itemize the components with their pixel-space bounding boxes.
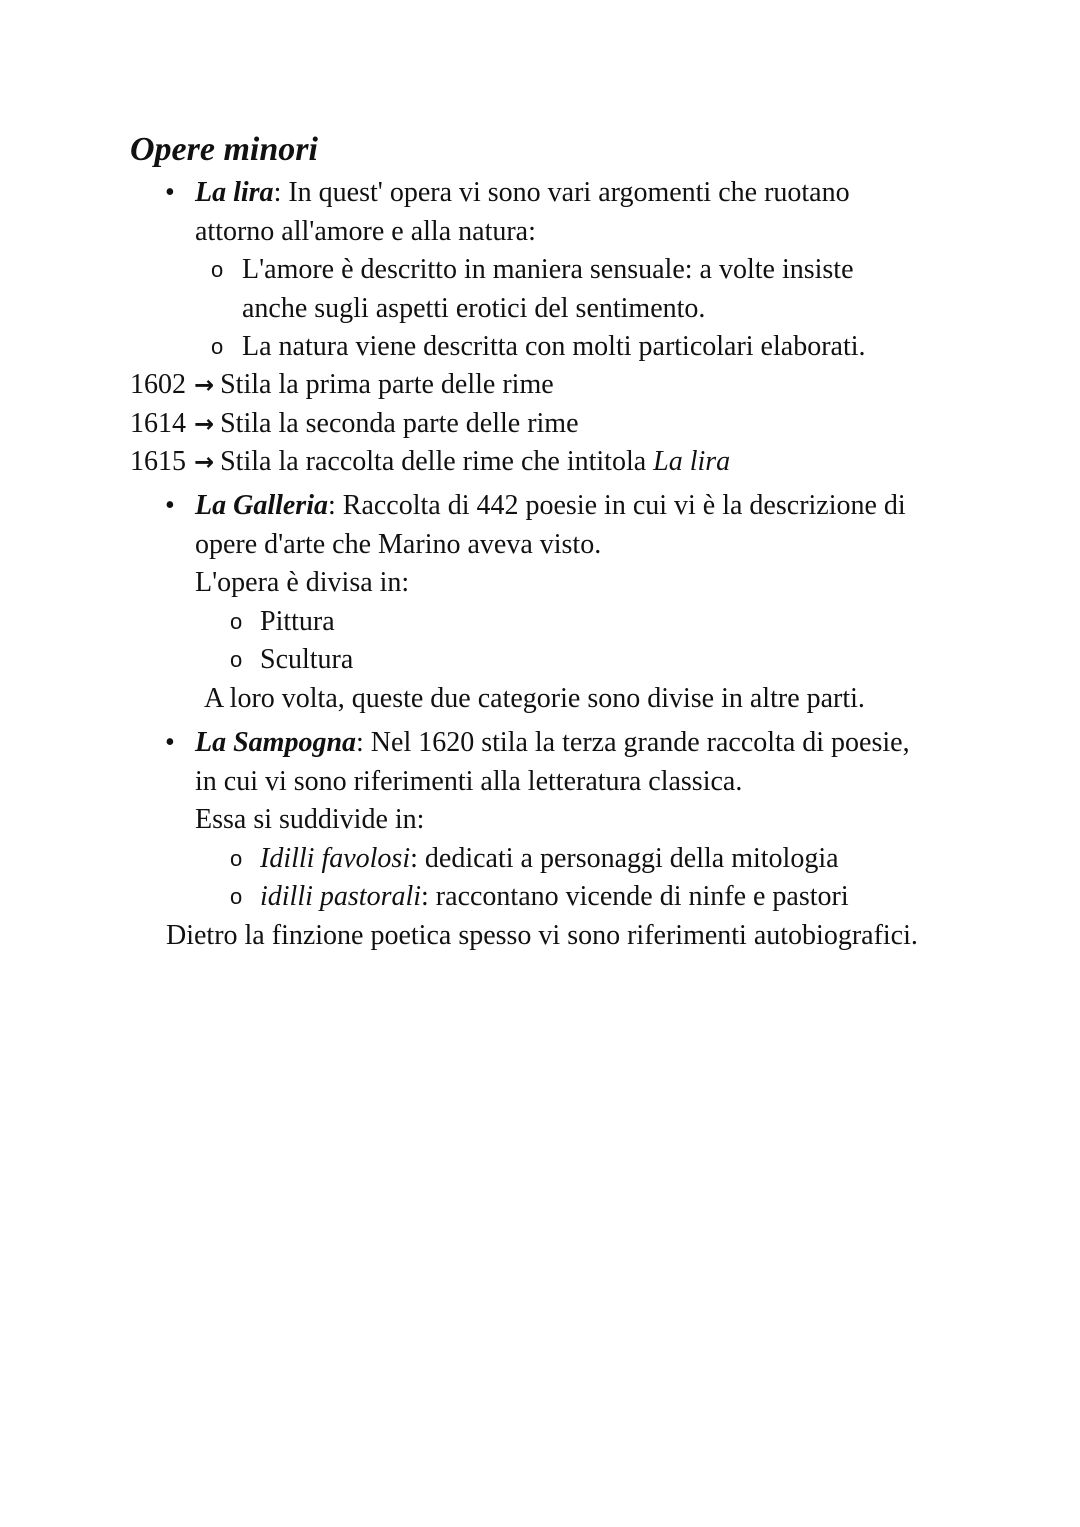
section-heading: Opere minori — [130, 131, 318, 168]
galleria-text-1: : Raccolta di 442 poesie in cui vi è la descrizione di — [328, 490, 906, 521]
timeline-entry-1602 — [130, 366, 730, 405]
bullet-icon: • — [165, 727, 175, 758]
sampogna-subitem-pastorali — [195, 878, 955, 917]
timeline — [130, 366, 730, 482]
timeline-entry-1614 — [130, 405, 730, 444]
lira-sub1-line-1: L'amore è descritto in maniera sensuale: a volte insiste — [242, 254, 854, 285]
lira-text-1: : In quest' opera vi sono vari argomenti che ruotano — [273, 177, 850, 208]
sampogna-sub1-term: Idilli favolosi — [260, 842, 411, 874]
sampogna-text-3: Essa si suddivide in: — [195, 804, 425, 835]
galleria-term: La Galleria — [195, 490, 328, 521]
sampogna-line-1 — [195, 724, 955, 763]
sampogna-sub1-text: : dedicati a personaggi della mitologia — [410, 842, 839, 874]
sampogna-sub2-term: idilli pastorali — [260, 881, 422, 912]
galleria-text-2: opere d'arte che Marino aveva visto. — [195, 528, 602, 560]
arrow-right-icon: → — [194, 409, 215, 438]
timeline-text: Stila la raccolta delle rime che intitola — [220, 446, 654, 477]
arrow-right-icon: → — [194, 448, 215, 476]
lira-sub1-line-2: anche sugli aspetti erotici del sentimento. — [242, 292, 706, 324]
timeline-text: Stila la seconda parte delle rime — [220, 407, 579, 439]
galleria-subitem-pittura — [195, 603, 955, 642]
bullet-icon: • — [165, 490, 175, 521]
lira-subitem-natura — [195, 328, 955, 367]
list-item-la-lira — [130, 174, 955, 367]
galleria-sub2: Scultura — [260, 644, 354, 675]
galleria-text-3: L'opera è divisa in: — [195, 567, 410, 598]
sampogna-text-1: : Nel 1620 stila la terza grande raccolta di poesie, — [356, 727, 910, 758]
lira-term: La lira — [195, 177, 274, 208]
sampogna-subitem-favolosi — [195, 840, 955, 879]
year: 1614 — [130, 407, 186, 439]
sampogna-after: Dietro la finzione poetica spesso vi sono riferimenti autobiografici. — [166, 919, 918, 951]
galleria-after: A loro volta, queste due categorie sono divise in altre parti. — [204, 682, 865, 714]
year: 1615 — [130, 446, 186, 477]
galleria-line-1 — [195, 487, 955, 526]
galleria-subitem-scultura — [195, 641, 955, 680]
sampogna-sub2 — [260, 878, 955, 917]
circle-bullet-icon: o — [230, 884, 243, 909]
arrow-right-icon: → — [194, 371, 215, 399]
timeline-text: Stila la prima parte delle rime — [220, 369, 554, 400]
timeline-entry-1615 — [130, 443, 730, 482]
lira-subitem-amore — [195, 251, 955, 328]
timeline-title: La lira — [653, 446, 731, 477]
lira-text-2: attorno all'amore e alla natura: — [195, 215, 536, 247]
lira-sub2: La natura viene descritta con molti particolari elaborati. — [242, 331, 866, 362]
sampogna-sub1 — [260, 840, 955, 879]
list-item-la-galleria — [130, 487, 955, 718]
circle-bullet-icon: o — [211, 334, 224, 359]
circle-bullet-icon: o — [211, 257, 224, 282]
galleria-sub1: Pittura — [260, 605, 335, 637]
lira-line-1 — [195, 174, 955, 213]
list-item-la-sampogna — [130, 724, 955, 955]
bullet-icon: • — [165, 177, 175, 208]
circle-bullet-icon: o — [230, 845, 243, 871]
sampogna-sub2-text: : raccontano vicende di ninfe e pastori — [421, 881, 849, 912]
circle-bullet-icon: o — [230, 647, 243, 672]
year: 1602 — [130, 369, 186, 400]
sampogna-text-2: in cui vi sono riferimenti alla letteratura classica. — [195, 765, 743, 797]
circle-bullet-icon: o — [230, 608, 243, 634]
sampogna-term: La Sampogna — [195, 727, 357, 758]
